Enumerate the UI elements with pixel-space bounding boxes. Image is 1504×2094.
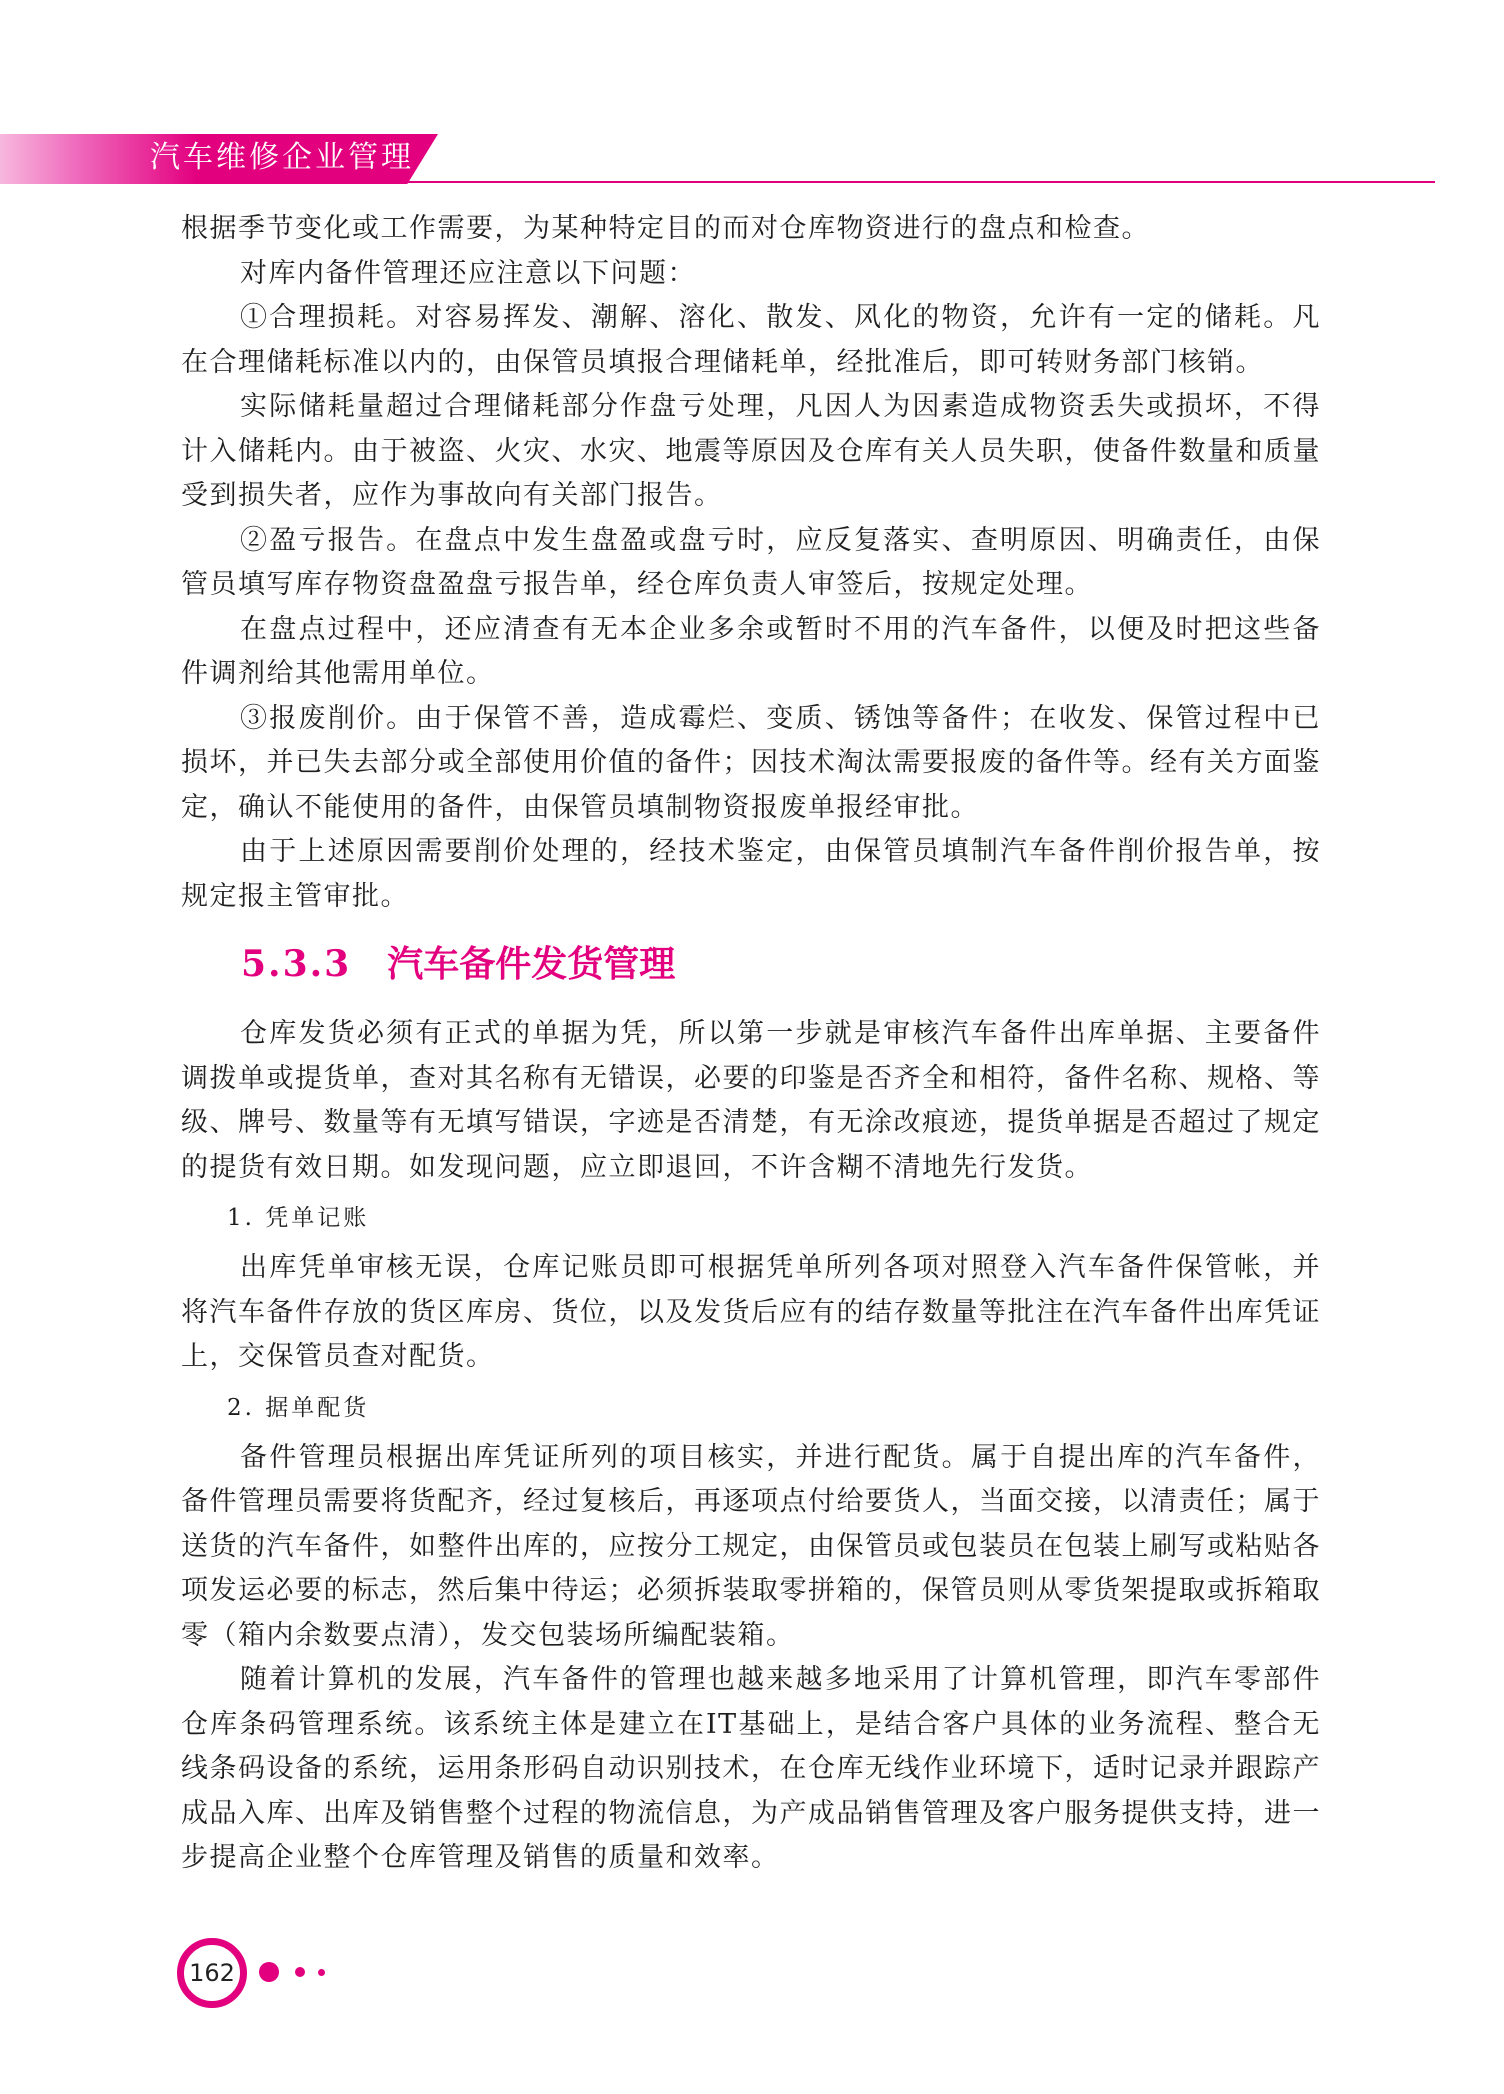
- paragraph-7: ③报废削价。由于保管不善，造成霉烂、变质、锈蚀等备件；在收发、保管过程中已损坏，并已失去部分或全部使用价值的备件；因技术淘汰需要报废的备件等。经有关方面鉴定，确认不能使用的备件，由保管员填制物资报废单报经审批。: [181, 702, 1321, 823]
- paragraph-1: 根据季节变化或工作需要，为某种特定目的而对仓库物资进行的盘点和检查。: [181, 213, 1150, 244]
- subsection-2-text-2: 随着计算机的发展，汽车备件的管理也越来越多地采用了计算机管理，即汽车零部件仓库条码管理系统。该系统主体是建立在IT基础上，是结合客户具体的业务流程、整合无线条码设备的系统，运用条形码自动识别技术，在仓库无线作业环境下，适时记录并跟踪产成品入库、出库及销售整个过程的物流信息，为产成品销售管理及客户服务提供支持，进一步提高企业整个仓库管理及销售的质量和效率。: [181, 1664, 1321, 1873]
- paragraph-2: 对库内备件管理还应注意以下问题：: [240, 257, 696, 289]
- decorative-dot-icon: [318, 1969, 325, 1976]
- subsection-1-text: 出库凭单审核无误，仓库记账员即可根据凭单所列各项对照登入汽车备件保管帐，并将汽车备件存放的货区库房、货位，以及发货后应有的结存数量等批注在汽车备件出库凭证上，交保管员查对配货。: [181, 1252, 1321, 1372]
- decorative-dot-icon: [295, 1967, 305, 1977]
- page-number-badge: [177, 1938, 247, 2008]
- section-number: 5.3.3: [241, 943, 352, 985]
- paragraph-4: 实际储耗量超过合理储耗部分作盘亏处理，凡因人为因素造成物资丢失或损坏，不得计入储耗内。由于被盗、火灾、水灾、地震等原因及仓库有关人员失职，使备件数量和质量受到损失者，应作为事故向有关部门报告。: [181, 391, 1321, 511]
- page-body: [181, 207, 1321, 1881]
- decorative-dot-icon: [259, 1962, 279, 1982]
- section-heading: [181, 919, 1321, 1012]
- paragraph-5: ②盈亏报告。在盘点中发生盘盈或盘亏时，应反复落实、查明原因、明确责任，由保管员填写库存物资盘盈盘亏报告单，经仓库负责人审签后，按规定处理。: [181, 524, 1321, 600]
- running-header-title: 汽车维修企业管理: [150, 140, 414, 175]
- paragraph-6: 在盘点过程中，还应清查有无本企业多余或暂时不用的汽车备件，以便及时把这些备件调剂给其他需用单位。: [181, 613, 1321, 689]
- section-title: 汽车备件发货管理: [387, 944, 676, 985]
- subheading-1: 1. 凭单记账: [227, 1205, 370, 1231]
- subsection-2-text-1: 备件管理员根据出库凭证所列的项目核实，并进行配货。属于自提出库的汽车备件，备件管理员需要将货配齐，经过复核后，再逐项点付给要货人，当面交接，以清责任；属于送货的汽车备件，如整件出库的，应按分工规定，由保管员或包装员在包装上刷写或粘贴各项发运必要的标志，然后集中待运；必须拆装取零拼箱的，保管员则从零货架提取或拆箱取零（箱内余数要点清），发交包装场所编配装箱。: [181, 1441, 1321, 1651]
- paragraph-3: ①合理损耗。对容易挥发、潮解、溶化、散发、风化的物资，允许有一定的储耗。凡在合理储耗标准以内的，由保管员填报合理储耗单，经批准后，即可转财务部门核销。: [181, 302, 1321, 378]
- page-number: 162: [189, 1959, 235, 1987]
- subheading-2: 2. 据单配货: [227, 1394, 370, 1421]
- section-intro: 仓库发货必须有正式的单据为凭，所以第一步就是审核汽车备件出库单据、主要备件调拨单或提货单，查对其名称有无错误，必要的印鉴是否齐全和相符，备件名称、规格、等级、牌号、数量等有无填写错误，字迹是否清楚，有无涂改痕迹，提货单据是否超过了规定的提货有效日期。如发现问题，应立即退回，不许含糊不清地先行发货。: [181, 1018, 1321, 1183]
- paragraph-8: 由于上述原因需要削价处理的，经技术鉴定，由保管员填制汽车备件削价报告单，按规定报主管审批。: [181, 836, 1321, 912]
- header-rule: [395, 181, 1435, 183]
